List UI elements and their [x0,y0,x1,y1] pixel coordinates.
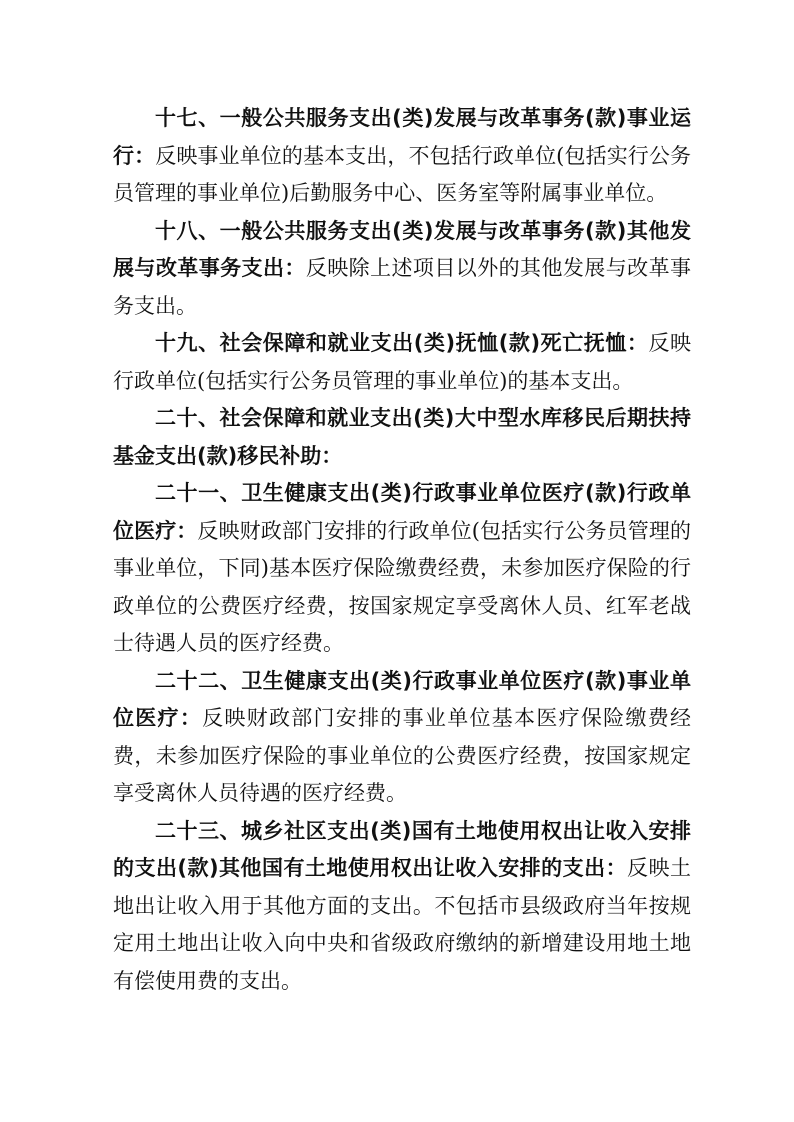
paragraph-22 [113,663,691,813]
paragraph-heading: 十七、一般公共服务支出(类)发展与改革事务(款)事业运行： [113,106,691,168]
paragraph-heading: 二十二、卫生健康支出(类)行政事业单位医疗(款)事业单位医疗： [113,668,691,730]
paragraph-23 [113,813,691,1001]
paragraph-heading: 二十一、卫生健康支出(类)行政事业单位医疗(款)行政单位医疗： [113,481,691,543]
paragraph-text: 反映除上述项目以外的其他发展与改革事务支出。 [113,256,692,318]
paragraph-text: 反映事业单位的基本支出，不包括行政单位(包括实行公务员管理的事业单位)后勤服务中心、医务室等附属事业单位。 [113,143,691,205]
paragraph-17 [113,100,691,213]
paragraph-text: 反映财政部门安排的行政单位(包括实行公务员管理的事业单位，下同)基本医疗保险缴费经费，未参加医疗保险的行政单位的公费医疗经费，按国家规定享受离休人员、红军老战士待遇人员的医疗经费。 [113,518,691,655]
paragraph-heading: 十八、一般公共服务支出(类)发展与改革事务(款)其他发展与改革事务支出： [113,218,691,280]
document-page [113,100,691,1000]
paragraph-text: 反映行政单位(包括实行公务员管理的事业单位)的基本支出。 [113,331,691,393]
paragraph-text: 反映财政部门安排的事业单位基本医疗保险缴费经费，未参加医疗保险的事业单位的公费医疗经费，按国家规定享受离休人员待遇的医疗经费。 [113,706,692,805]
paragraph-heading: 十九、社会保障和就业支出(类)抚恤(款)死亡抚恤： [155,331,649,355]
paragraph-21 [113,475,691,663]
paragraph-heading: 二十、社会保障和就业支出(类)大中型水库移民后期扶持基金支出(款)移民补助： [113,406,691,468]
paragraph-18 [113,213,691,326]
paragraph-text: 反映土地出让收入用于其他方面的支出。不包括市县级政府当年按规定用土地出让收入向中央和省级政府缴纳的新增建设用地土地有偿使用费的支出。 [113,856,691,993]
paragraph-20 [113,400,691,475]
paragraph-heading: 二十三、城乡社区支出(类)国有土地使用权出让收入安排的支出(款)其他国有土地使用权出让收入安排的支出： [113,818,691,880]
paragraph-19 [113,325,691,400]
